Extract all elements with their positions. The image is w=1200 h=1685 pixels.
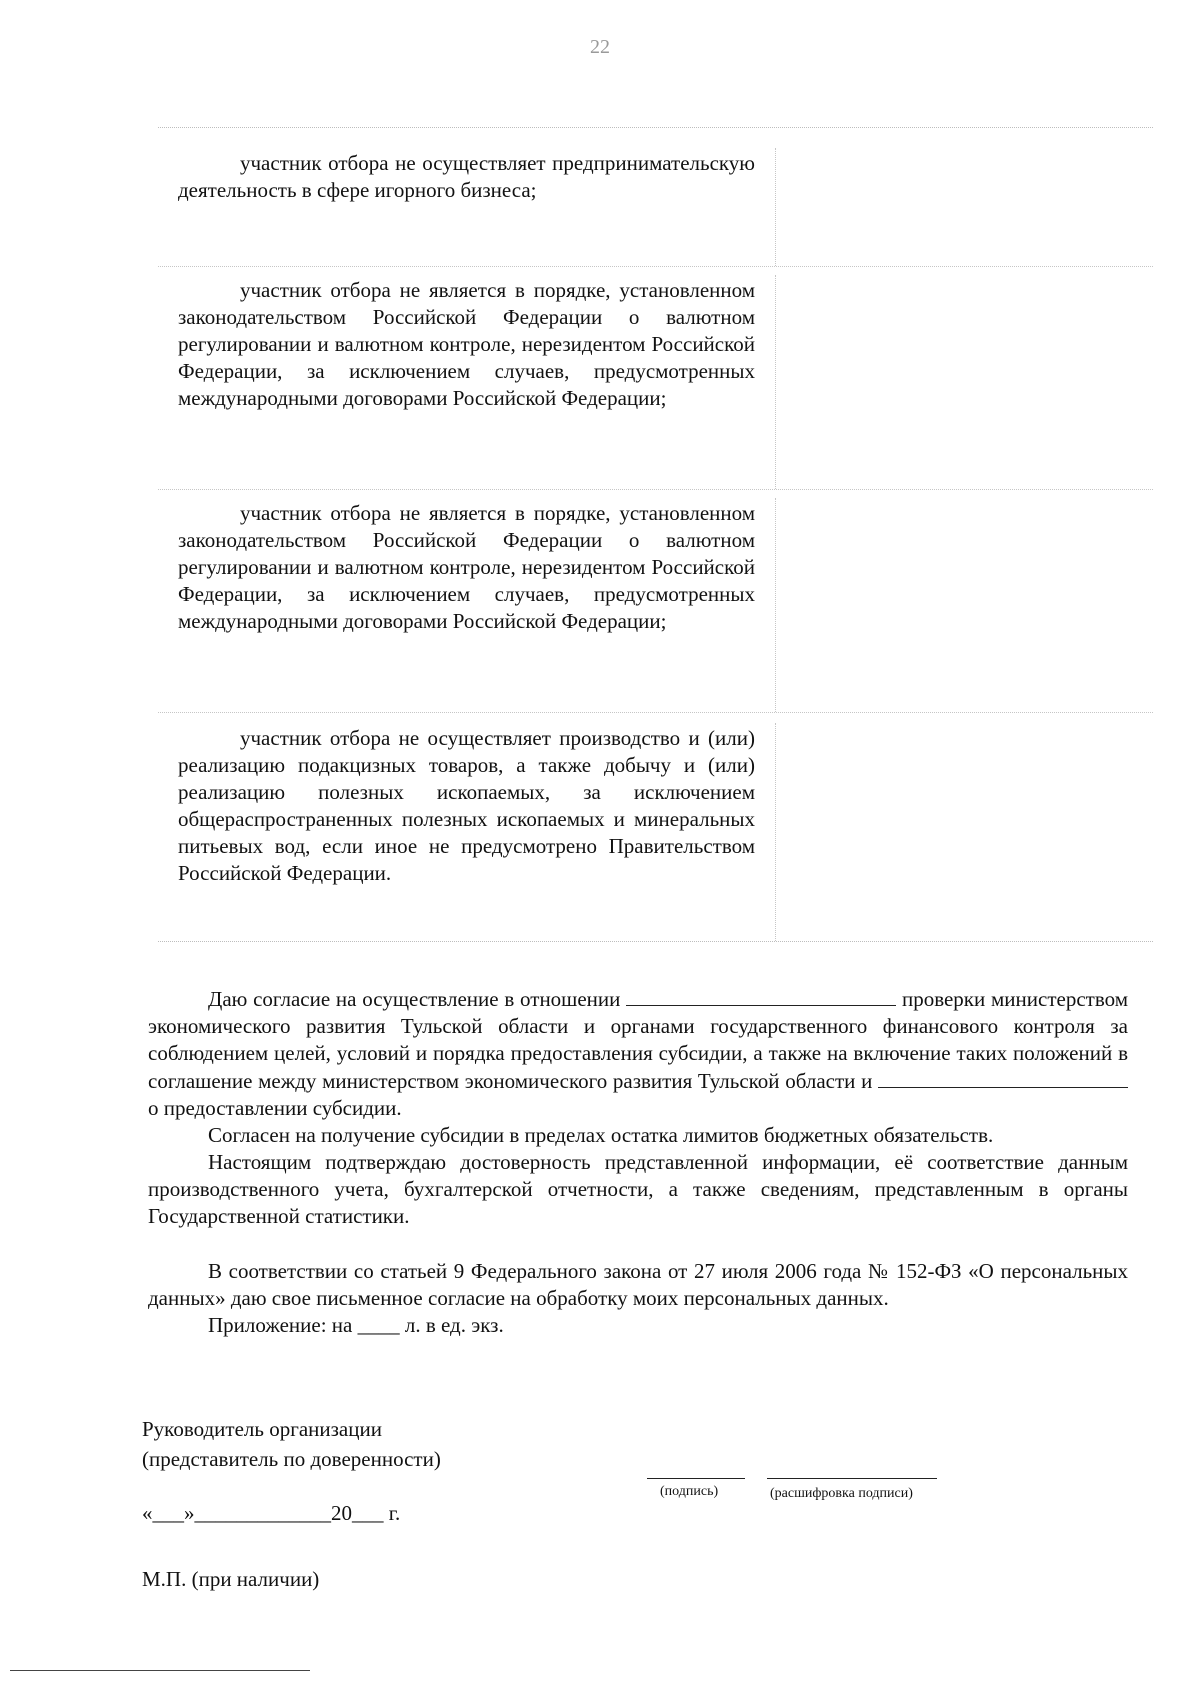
criteria-cell [158,148,776,266]
criteria-mark-cell[interactable] [776,275,1153,489]
consent-text-3: о предоставлении субсидии. [148,1096,402,1120]
attachment-line [148,1312,1128,1339]
criteria-row [158,713,1153,941]
signature-caption: (подпись) [660,1484,719,1499]
criteria-row [158,267,1153,490]
page-number: 22 [590,36,610,58]
signatory-title: Руководитель организации [142,1417,382,1441]
criteria-mark-cell[interactable] [776,723,1153,941]
consent-paragraph [148,985,1128,1122]
criteria-table [158,127,1153,942]
criteria-mark-cell[interactable] [776,148,1153,266]
consent-text-1: Даю согласие на осуществление в отношении [208,987,621,1011]
footer-divider [10,1670,310,1671]
attachment-blank[interactable]: ____ [357,1313,400,1337]
criteria-cell [158,275,776,489]
attachment-prefix: Приложение: на [208,1313,353,1337]
criteria-text: участник отбора не является в порядке, установленном законодательством Российской Федерации о валютном регулировании и валютном контроле, нерезидентом Российской Федерации, за исключением случаев, предусмотренных международными договорами Российской Федерации; [178,278,755,410]
criteria-cell [158,498,776,712]
stamp-label: М.П. (при наличии) [142,1567,320,1591]
decoding-caption: (расшифровка подписи) [770,1486,913,1501]
organization-blank-2[interactable] [878,1067,1128,1088]
signatory-subtitle: (представитель по доверенности) [142,1447,441,1471]
criteria-text: участник отбора не осуществляет предпринимательскую деятельность в сфере игорного бизнеса; [178,151,755,202]
personal-data-paragraph: В соответствии со статьей 9 Федерального закона от 27 июля 2006 года № 152-ФЗ «О персональных данных» даю свое письменное согласие на обработку моих персональных данных. [148,1259,1128,1310]
criteria-cell [158,723,776,941]
confirmation-paragraph: Настоящим подтверждаю достоверность представленной информации, её соответствие данным производственного учета, бухгалтерской отчетности, а также сведениям, представленным в органы Государственной статистики. [148,1150,1128,1228]
signature-line[interactable] [647,1478,745,1479]
criteria-row [158,128,1153,267]
decoding-line[interactable] [767,1478,937,1479]
date-line[interactable]: «___»_____________20___ г. [142,1501,401,1525]
consent-section [148,985,1128,1339]
limits-paragraph: Согласен на получение субсидии в пределах остатка лимитов бюджетных обязательств. [208,1123,994,1147]
criteria-text: участник отбора не осуществляет производство и (или) реализацию подакцизных товаров, а также добычу и (или) реализацию полезных ископаемых, за исключением общераспространенных полезных ископаемых и минеральных питьевых вод, если иное не предусмотрено Правительством Российской Федерации. [178,726,755,885]
criteria-text: участник отбора не является в порядке, установленном законодательством Российской Федерации о валютном регулировании и валютном контроле, нерезидентом Российской Федерации, за исключением случаев, предусмотренных международными договорами Российской Федерации; [178,501,755,633]
consent-text-2: проверки министерством экономического развития Тульской области и органами государственного финансового контроля за соблюдением целей, условий и порядка предоставления субсидии, а также на включение таких положений в соглашение между министерством экономического развития Тульской области и [148,987,1129,1093]
criteria-row [158,490,1153,713]
criteria-mark-cell[interactable] [776,498,1153,712]
organization-blank-1[interactable] [626,985,896,1006]
attachment-suffix: л. в ед. экз. [404,1313,504,1337]
